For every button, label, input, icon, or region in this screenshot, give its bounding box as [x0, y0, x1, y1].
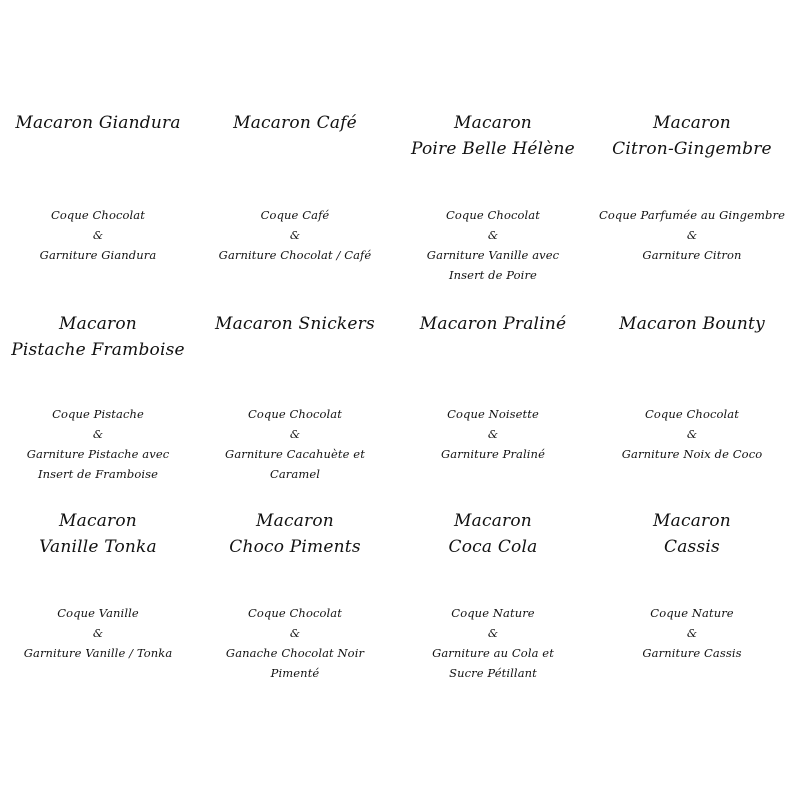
macaron-description-line: Coque Noisette — [447, 407, 539, 421]
macaron-title — [594, 110, 790, 162]
macaron-title-line: Macaron Giandura — [15, 113, 181, 133]
ampersand-separator: & — [686, 427, 698, 441]
macaron-title-line: Macaron Café — [233, 113, 357, 133]
macaron-description-line: Garniture Citron — [642, 248, 742, 262]
macaron-description-line: Garniture Praliné — [441, 447, 545, 461]
ampersand-separator: & — [686, 626, 698, 640]
macaron-title — [197, 110, 393, 136]
macaron-description — [197, 205, 393, 265]
macaron-title — [0, 508, 196, 560]
ampersand-separator: & — [92, 626, 104, 640]
macaron-description — [197, 603, 393, 683]
macaron-description — [197, 404, 393, 484]
macaron-description-line: Garniture Cacahuète et — [225, 447, 365, 461]
macaron-title — [395, 311, 591, 337]
macaron-title-line: Macaron Snickers — [215, 314, 375, 334]
macaron-description-line: Coque Parfumée au Gingembre — [599, 208, 785, 222]
macaron-description-line: Coque Nature — [650, 606, 734, 620]
ampersand-separator: & — [686, 228, 698, 242]
macaron-title-line: Cassis — [664, 537, 720, 557]
macaron-title-line: Vanille Tonka — [39, 537, 157, 557]
macaron-description — [594, 205, 790, 265]
macaron-description — [395, 404, 591, 464]
macaron-title-line: Macaron — [59, 511, 137, 531]
macaron-description — [0, 205, 196, 265]
macaron-description — [594, 404, 790, 464]
ampersand-separator: & — [487, 626, 499, 640]
macaron-description-line: Coque Chocolat — [644, 407, 739, 421]
ampersand-separator: & — [487, 228, 499, 242]
macaron-title-line: Macaron Bounty — [619, 314, 765, 334]
macaron-description — [395, 205, 591, 285]
macaron-title — [594, 508, 790, 560]
macaron-title — [395, 508, 591, 560]
macaron-description-line: Insert de Poire — [449, 268, 537, 282]
macaron-title — [395, 110, 591, 162]
macaron-description-line: Garniture Giandura — [39, 248, 157, 262]
macaron-description-line: Coque Nature — [451, 606, 535, 620]
macaron-title-line: Macaron — [653, 113, 731, 133]
macaron-description-line: Coque Café — [260, 208, 330, 222]
macaron-description-line: Sucre Pétillant — [449, 666, 537, 680]
macaron-description-line: Garniture Vanille / Tonka — [23, 646, 173, 660]
ampersand-separator: & — [289, 228, 301, 242]
macaron-title-line: Pistache Framboise — [11, 340, 185, 360]
macaron-title-line: Citron-Gingembre — [612, 139, 772, 159]
macaron-title-line: Macaron Praliné — [419, 314, 567, 334]
macaron-description — [0, 404, 196, 484]
macaron-description-line: Caramel — [269, 467, 321, 481]
macaron-title — [594, 311, 790, 337]
macaron-description-line: Garniture Chocolat / Café — [218, 248, 372, 262]
macaron-description-line: Coque Chocolat — [445, 208, 540, 222]
macaron-description-line: Pimenté — [270, 666, 320, 680]
macaron-description — [594, 603, 790, 663]
macaron-description-line: Insert de Framboise — [37, 467, 159, 481]
ampersand-separator: & — [289, 427, 301, 441]
macaron-title-line: Macaron — [653, 511, 731, 531]
macaron-description-line: Ganache Chocolat Noir — [225, 646, 365, 660]
macaron-description-line: Garniture Pistache avec — [26, 447, 170, 461]
macaron-description-line: Garniture Noix de Coco — [621, 447, 763, 461]
macaron-title — [0, 311, 196, 363]
macaron-title-line: Poire Belle Hélène — [411, 139, 575, 159]
macaron-title — [0, 110, 196, 136]
macaron-title — [197, 311, 393, 337]
macaron-title-line: Choco Piments — [229, 537, 361, 557]
macaron-description-line: Garniture au Cola et — [432, 646, 554, 660]
ampersand-separator: & — [487, 427, 499, 441]
macaron-title-line: Macaron — [256, 511, 334, 531]
macaron-description-line: Coque Chocolat — [50, 208, 145, 222]
macaron-title-line: Macaron — [454, 511, 532, 531]
macaron-title — [197, 508, 393, 560]
macaron-description — [395, 603, 591, 683]
macaron-description-line: Coque Chocolat — [247, 407, 342, 421]
ampersand-separator: & — [92, 228, 104, 242]
macaron-description-line: Coque Chocolat — [247, 606, 342, 620]
macaron-description-line: Coque Vanille — [57, 606, 139, 620]
ampersand-separator: & — [289, 626, 301, 640]
ampersand-separator: & — [92, 427, 104, 441]
macaron-description-line: Garniture Vanille avec — [426, 248, 560, 262]
macaron-title-line: Macaron — [454, 113, 532, 133]
macaron-title-line: Macaron — [59, 314, 137, 334]
macaron-description-line: Garniture Cassis — [642, 646, 742, 660]
macaron-description-line: Coque Pistache — [52, 407, 144, 421]
macaron-title-line: Coca Cola — [448, 537, 538, 557]
macaron-description — [0, 603, 196, 663]
